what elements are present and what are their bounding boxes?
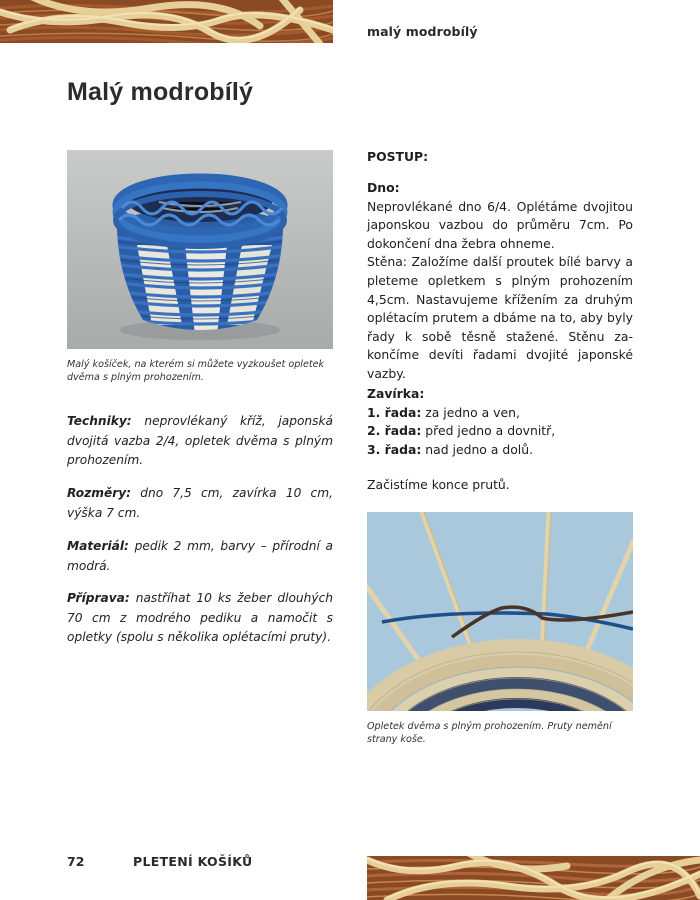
finishing-note: Začistíme konce prutů.: [367, 477, 510, 492]
spec-rozmery: [67, 484, 333, 523]
row-text: před jedno a dovnitř,: [425, 423, 556, 439]
border-row-item: [367, 422, 633, 441]
row-text: za jedno a ven,: [425, 404, 520, 420]
row-label: 2. řada:: [367, 423, 422, 439]
basket-photo: [67, 150, 333, 349]
spec-value: nastříhat 10 ks žeber dlouhých 70 cm z modrého pediku a namočit s opletky (spolu s několika oplétacími pruty).: [67, 591, 333, 644]
procedure-base-section: [367, 179, 633, 384]
wall-paragraph: Stěna: Založíme další proutek bílé barvy a pleteme opletkem s plným prohozením 4,5cm. Nastavujeme křížením za druhým oplétacím prutem a dbáme na to, aby byly řady k sobě těsně stažené. Stěnu zakončíme devíti řadami dvojité japonské vazby.: [367, 254, 633, 381]
row-text: nad jedno a dolů.: [425, 441, 534, 457]
spec-label: Rozměry:: [67, 486, 132, 500]
spec-priprava: [67, 589, 333, 648]
spec-value: neprovlékaný kříž, japonská dvojitá vazba 2/4, opletek dvěma s plným prohozením.: [67, 414, 334, 467]
spec-label: Techniky:: [67, 414, 132, 428]
procedure-border-section: [367, 385, 633, 459]
page-number: 72: [67, 854, 85, 869]
spec-material: [67, 537, 333, 576]
base-paragraph: Neprovlékané dno 6/4. Oplétáme dvojitou japonskou vazbou do průměru 7cm. Po dokončení dna žebra ohneme.: [367, 198, 633, 251]
base-subheading: Dno:: [367, 180, 400, 195]
decorative-wicker-banner-top: [0, 0, 333, 43]
spec-value: pedik 2 mm, barvy – přírodní a modrá.: [67, 539, 334, 573]
procedure-heading: POSTUP:: [367, 149, 429, 164]
border-row-item: [367, 404, 633, 423]
spec-techniky: [67, 412, 333, 471]
spec-label: Materiál:: [67, 539, 129, 553]
page-title: Malý modrobílý: [67, 78, 254, 106]
border-subheading: Zavírka:: [367, 386, 425, 401]
decorative-wicker-banner-bottom: [367, 856, 700, 900]
row-label: 1. řada:: [367, 404, 422, 420]
spec-value: dno 7,5 cm, zavírka 10 cm, výška 7 cm.: [67, 486, 334, 520]
row-label: 3. řada:: [367, 441, 422, 457]
weaving-photo-caption: Opletek dvěma s plným prohozením. Pruty nemění strany koše.: [367, 721, 612, 745]
spec-label: Příprava:: [67, 591, 130, 605]
book-title: PLETENÍ KOŠÍKŮ: [133, 854, 253, 869]
running-head: malý modrobílý: [367, 24, 478, 39]
basket-photo-caption: Malý košíček, na kterém si můžete vyzkoušet opletek dvěma s plným prohozením.: [67, 359, 325, 383]
border-row-item: [367, 441, 633, 460]
weaving-detail-photo: [367, 512, 633, 711]
